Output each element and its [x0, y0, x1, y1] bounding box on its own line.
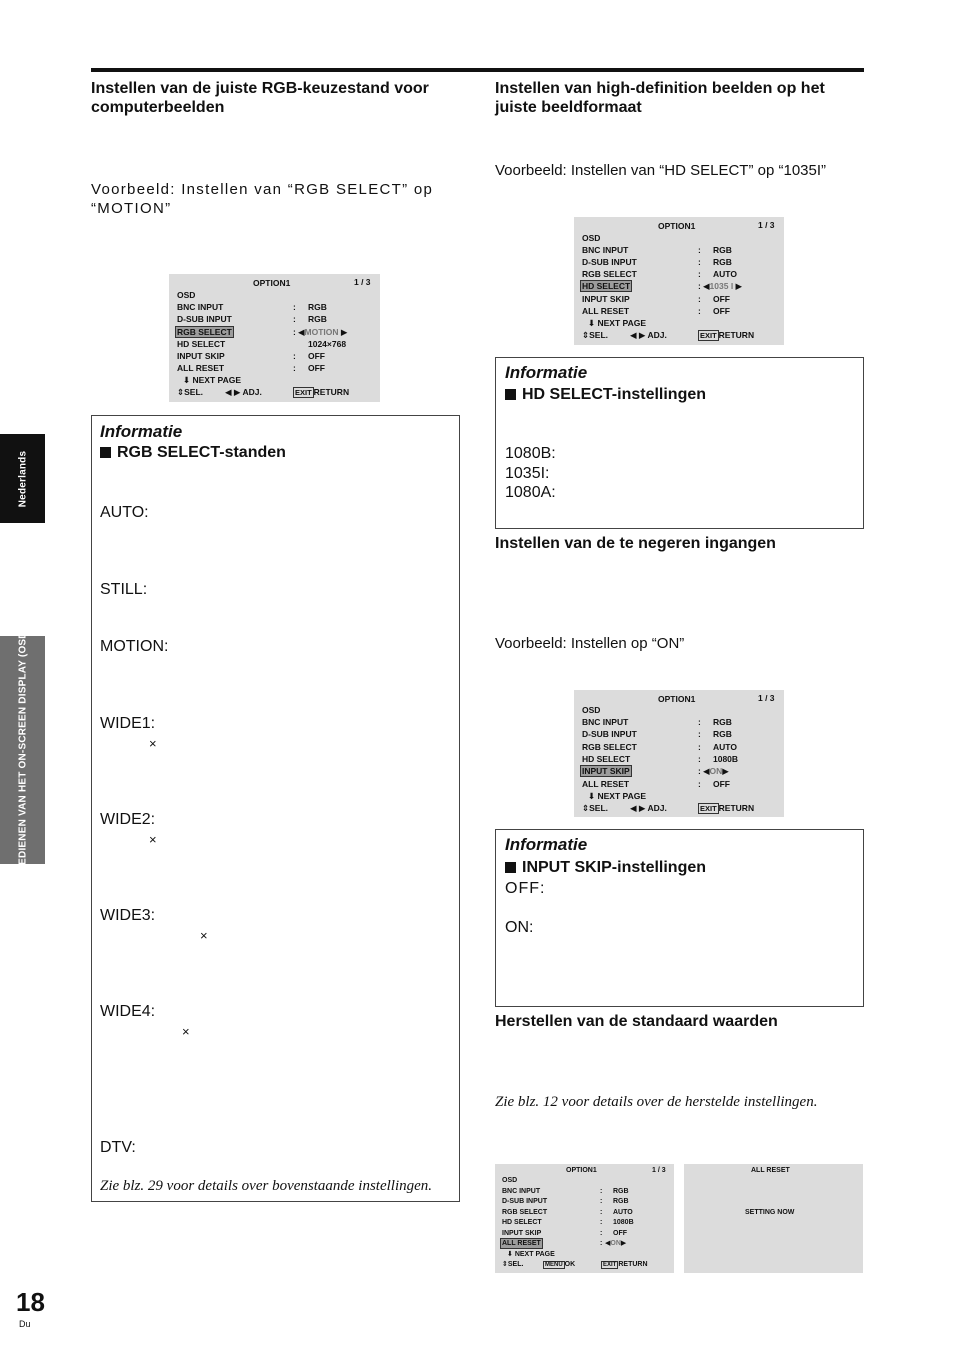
menu-key: MENU: [545, 1262, 563, 1268]
osd-row-colon: :: [698, 779, 701, 789]
osd-page: 1 / 3: [758, 220, 775, 230]
osd-row-colon: :: [698, 742, 701, 752]
osd-row-value: OFF: [613, 1230, 627, 1237]
osd-row-label: INPUT SKIP: [582, 294, 630, 304]
osd-adj: [225, 387, 262, 397]
osd-adj-label: ADJ.: [647, 330, 667, 340]
arrow-down-icon: ⬇: [588, 791, 596, 801]
heading-rgb-select: Instellen van de juiste RGB-keuzestand voor computerbeelden: [91, 80, 429, 116]
osd-row-value-adjusting: ◀MOTION ▶: [298, 327, 348, 337]
osd-menu-all-reset: [495, 1164, 674, 1273]
osd-row-colon: :: [698, 717, 701, 727]
osd-row-label-selected: INPUT SKIP: [582, 766, 630, 776]
square-bullet-icon: [505, 389, 516, 400]
osd-next-page-label: NEXT PAGE: [192, 375, 241, 385]
exit-key: EXIT: [295, 388, 312, 397]
osd-return-label: RETURN: [718, 803, 755, 813]
osd-return-label: RETURN: [313, 387, 350, 397]
osd-sel-label: SEL.: [589, 803, 609, 813]
osd-return-label: RETURN: [718, 330, 755, 340]
osd-row-colon: :: [293, 314, 296, 324]
top-rule: [91, 68, 864, 72]
osd-row-value-adjusting: ◀ON▶: [703, 766, 729, 776]
osd-row-colon: :: [293, 327, 296, 337]
osd-row-colon: :: [293, 351, 296, 361]
osd-row-label-selected: RGB SELECT: [177, 327, 232, 337]
osd-return-label: RETURN: [618, 1261, 648, 1268]
osd-sel: [177, 387, 203, 397]
osd-row-label: BNC INPUT: [582, 245, 629, 255]
osd-row-value: ON: [709, 766, 723, 776]
osd-row-value: RGB: [308, 314, 327, 324]
exit-key: EXIT: [603, 1262, 617, 1268]
info-note: Zie blz. 29 voor details over bovenstaande instellingen.: [100, 1178, 433, 1194]
osd-row-label: ALL RESET: [177, 363, 225, 373]
osd-row-label: HD SELECT: [502, 1219, 542, 1226]
osd-row-label: D-SUB INPUT: [177, 314, 232, 324]
osd-exit: [698, 803, 754, 814]
osd-row-value: ON: [610, 1240, 621, 1247]
arrow-down-icon: ⬇: [183, 375, 191, 385]
example-rgb-select: Voorbeeld: Instellen van “RGB SELECT” op “MOTION”: [91, 181, 434, 217]
osd-row-value: 1024×768: [308, 339, 347, 349]
entry-motion: MOTION:: [100, 638, 169, 655]
osd-row-value: OFF: [713, 294, 730, 304]
osd-title: OPTION1: [566, 1167, 597, 1174]
osd-row-label: BNC INPUT: [502, 1188, 541, 1195]
osd-title: OPTION1: [658, 694, 696, 704]
square-bullet-icon: [100, 447, 111, 458]
entry-wide4: WIDE4:: [100, 1003, 156, 1020]
osd-row-colon: :: [698, 269, 701, 279]
osd-row-label: OSD: [177, 290, 196, 300]
osd-row-colon: :: [293, 302, 296, 312]
page-number: 18: [16, 1287, 45, 1317]
entry-1080a: 1080A:: [505, 484, 556, 501]
osd-row-value: RGB: [613, 1198, 629, 1205]
info-title: Informatie: [505, 363, 588, 382]
up-down-arrow-icon: ⇕: [177, 387, 185, 397]
osd-row-value: OFF: [308, 351, 325, 361]
osd-row-label: RGB SELECT: [502, 1209, 548, 1216]
osd-row-label: HD SELECT: [582, 754, 631, 764]
info-subtitle: [505, 859, 706, 877]
osd-exit: [293, 387, 349, 398]
osd-menu-input-skip: [574, 690, 784, 817]
osd-row-colon: :: [600, 1198, 603, 1205]
osd-all-reset-status: [684, 1164, 863, 1273]
osd-row-value: OFF: [713, 779, 730, 789]
osd-row-colon: :: [698, 281, 701, 291]
osd-row-label: HD SELECT: [177, 339, 226, 349]
osd-row-value: 1035 I: [709, 281, 734, 291]
osd-next-page: [588, 791, 646, 801]
osd-page: 1 / 3: [652, 1167, 666, 1174]
osd-row-colon: :: [600, 1240, 603, 1247]
osd-exit: [601, 1260, 648, 1270]
osd-row-colon: :: [698, 306, 701, 316]
osd-row-value: 1080B: [713, 754, 739, 764]
osd-page: 1 / 3: [354, 277, 371, 287]
example-input-skip: Voorbeeld: Instellen op “ON”: [495, 635, 685, 652]
osd-next-page-label: NEXT PAGE: [597, 791, 646, 801]
osd-sel-label: SEL.: [184, 387, 204, 397]
left-right-arrow-icon: ◀ ▶: [630, 330, 646, 340]
osd-row-colon: :: [600, 1209, 603, 1216]
info-subtitle: [505, 386, 706, 404]
info-subtitle-text: INPUT SKIP-instellingen: [522, 859, 707, 876]
osd-exit: [698, 330, 754, 341]
square-bullet-icon: [505, 862, 516, 873]
osd-row-label: D-SUB INPUT: [502, 1198, 548, 1205]
note-all-reset: Zie blz. 12 voor details over de herstelde instellingen.: [495, 1094, 818, 1110]
osd-row-colon: :: [698, 245, 701, 255]
osd-row-value: OFF: [308, 363, 325, 373]
osd-next-page: [588, 318, 646, 328]
osd-row-value-adjusting: ◀ON▶: [605, 1240, 627, 1247]
osd-row-label: OSD: [582, 705, 601, 715]
osd-row-colon: :: [600, 1188, 603, 1195]
osd-row-colon: :: [698, 766, 701, 776]
entry-dtv: DTV:: [100, 1139, 136, 1156]
osd-row-colon: :: [600, 1230, 603, 1237]
osd-row-value: AUTO: [613, 1209, 633, 1216]
up-down-arrow-icon: ⇕: [582, 803, 590, 813]
entry-wide1: WIDE1:: [100, 715, 156, 732]
entry-1080b: 1080B:: [505, 445, 556, 462]
osd-page: 1 / 3: [758, 693, 775, 703]
osd-row-value-adjusting: ◀1035 I ▶: [703, 281, 743, 291]
osd-status: SETTING NOW: [745, 1209, 795, 1216]
left-right-arrow-icon: ◀ ▶: [225, 387, 241, 397]
osd-row-label: BNC INPUT: [582, 717, 629, 727]
osd-row-value: AUTO: [713, 269, 737, 279]
osd-row-value: RGB: [308, 302, 327, 312]
osd-ok-label: OK: [564, 1261, 576, 1268]
section-tab: [0, 627, 45, 873]
arrow-down-icon: ⬇: [507, 1251, 513, 1258]
osd-menu-rgb-select: [169, 274, 380, 402]
section-tab-label: BEDIENEN VAN HET ON-SCREEN DISPLAY (OSD): [17, 627, 28, 873]
times-symbol: ×: [182, 1024, 190, 1039]
info-box-input-skip: [495, 829, 864, 1007]
language-tab-label: Nederlands: [17, 450, 28, 507]
osd-row-colon: :: [698, 729, 701, 739]
info-subtitle: [100, 444, 286, 462]
osd-row-label: D-SUB INPUT: [582, 257, 637, 267]
language-tab: [0, 434, 45, 523]
osd-row-value: RGB: [713, 257, 732, 267]
osd-row-label: BNC INPUT: [177, 302, 224, 312]
entry-wide3: WIDE3:: [100, 907, 156, 924]
up-down-arrow-icon: ⇕: [502, 1261, 508, 1268]
osd-next-page-label: NEXT PAGE: [597, 318, 646, 328]
exit-key: EXIT: [700, 331, 717, 340]
entry-still: STILL:: [100, 581, 148, 598]
osd-sel: [582, 330, 608, 340]
osd-adj: [630, 803, 667, 813]
entry-1035i: 1035I:: [505, 465, 550, 482]
osd-row-label: INPUT SKIP: [502, 1230, 542, 1237]
osd-next-page-label: NEXT PAGE: [514, 1251, 555, 1258]
times-symbol: ×: [149, 832, 157, 847]
osd-row-value: MOTION: [304, 327, 339, 337]
heading-hd-select: Instellen van high-definition beelden op het juiste beeldformaat: [495, 80, 825, 116]
entry-off: OFF:: [505, 880, 546, 897]
osd-row-colon: :: [600, 1219, 603, 1226]
heading-input-skip: Instellen van de te negeren ingangen: [495, 535, 776, 552]
osd-sel-label: SEL.: [507, 1261, 524, 1268]
osd-row-value: RGB: [713, 245, 732, 255]
osd-row-colon: :: [698, 754, 701, 764]
osd-row-value: OFF: [713, 306, 730, 316]
osd-row-value: RGB: [713, 729, 732, 739]
page-language-code: Du: [19, 1319, 31, 1329]
osd-next-page: [183, 375, 241, 385]
osd-row-value: 1080B: [613, 1219, 634, 1226]
osd-row-value: RGB: [713, 717, 732, 727]
osd-next-page: [507, 1250, 555, 1259]
times-symbol: ×: [149, 736, 157, 751]
entry-wide2: WIDE2:: [100, 811, 156, 828]
osd-menu-hd-select: [574, 217, 784, 345]
info-title: Informatie: [100, 422, 183, 441]
osd-sel: [502, 1260, 523, 1269]
info-box-hd-select: [495, 357, 864, 529]
info-box-rgb-select: [91, 415, 460, 1202]
arrow-down-icon: ⬇: [588, 318, 596, 328]
osd-row-label-selected: HD SELECT: [582, 281, 631, 291]
up-down-arrow-icon: ⇕: [582, 330, 590, 340]
osd-row-label: D-SUB INPUT: [582, 729, 637, 739]
heading-all-reset: Herstellen van de standaard waarden: [495, 1013, 778, 1030]
info-title: Informatie: [505, 835, 588, 854]
osd-sel: [582, 803, 608, 813]
osd-row-label: RGB SELECT: [582, 742, 637, 752]
osd-row-label: RGB SELECT: [582, 269, 637, 279]
osd-row-colon: :: [698, 294, 701, 304]
info-subtitle-text: HD SELECT-instellingen: [522, 386, 707, 403]
osd-ok: [543, 1260, 575, 1270]
times-symbol: ×: [200, 928, 208, 943]
exit-key: EXIT: [700, 804, 717, 813]
osd-row-label: OSD: [502, 1177, 518, 1184]
osd-row-label: INPUT SKIP: [177, 351, 225, 361]
osd-row-label: ALL RESET: [582, 306, 630, 316]
osd-row-value: AUTO: [713, 742, 737, 752]
osd-sel-label: SEL.: [589, 330, 609, 340]
left-right-arrow-icon: ◀ ▶: [630, 803, 646, 813]
osd-row-label: ALL RESET: [582, 779, 630, 789]
osd-row-value: RGB: [613, 1188, 629, 1195]
entry-on: ON:: [505, 919, 534, 936]
osd-row-colon: :: [698, 257, 701, 267]
osd-row-label-selected: ALL RESET: [502, 1240, 541, 1247]
osd-adj: [630, 330, 667, 340]
osd-row-colon: :: [293, 363, 296, 373]
osd-title: OPTION1: [253, 278, 291, 288]
entry-auto: AUTO:: [100, 504, 149, 521]
example-hd-select: Voorbeeld: Instellen van “HD SELECT” op “1035I”: [495, 162, 827, 179]
osd-title: ALL RESET: [751, 1167, 790, 1174]
osd-row-label: OSD: [582, 233, 601, 243]
info-subtitle-text: RGB SELECT-standen: [117, 444, 286, 461]
osd-title: OPTION1: [658, 221, 696, 231]
osd-adj-label: ADJ.: [242, 387, 262, 397]
osd-adj-label: ADJ.: [647, 803, 667, 813]
